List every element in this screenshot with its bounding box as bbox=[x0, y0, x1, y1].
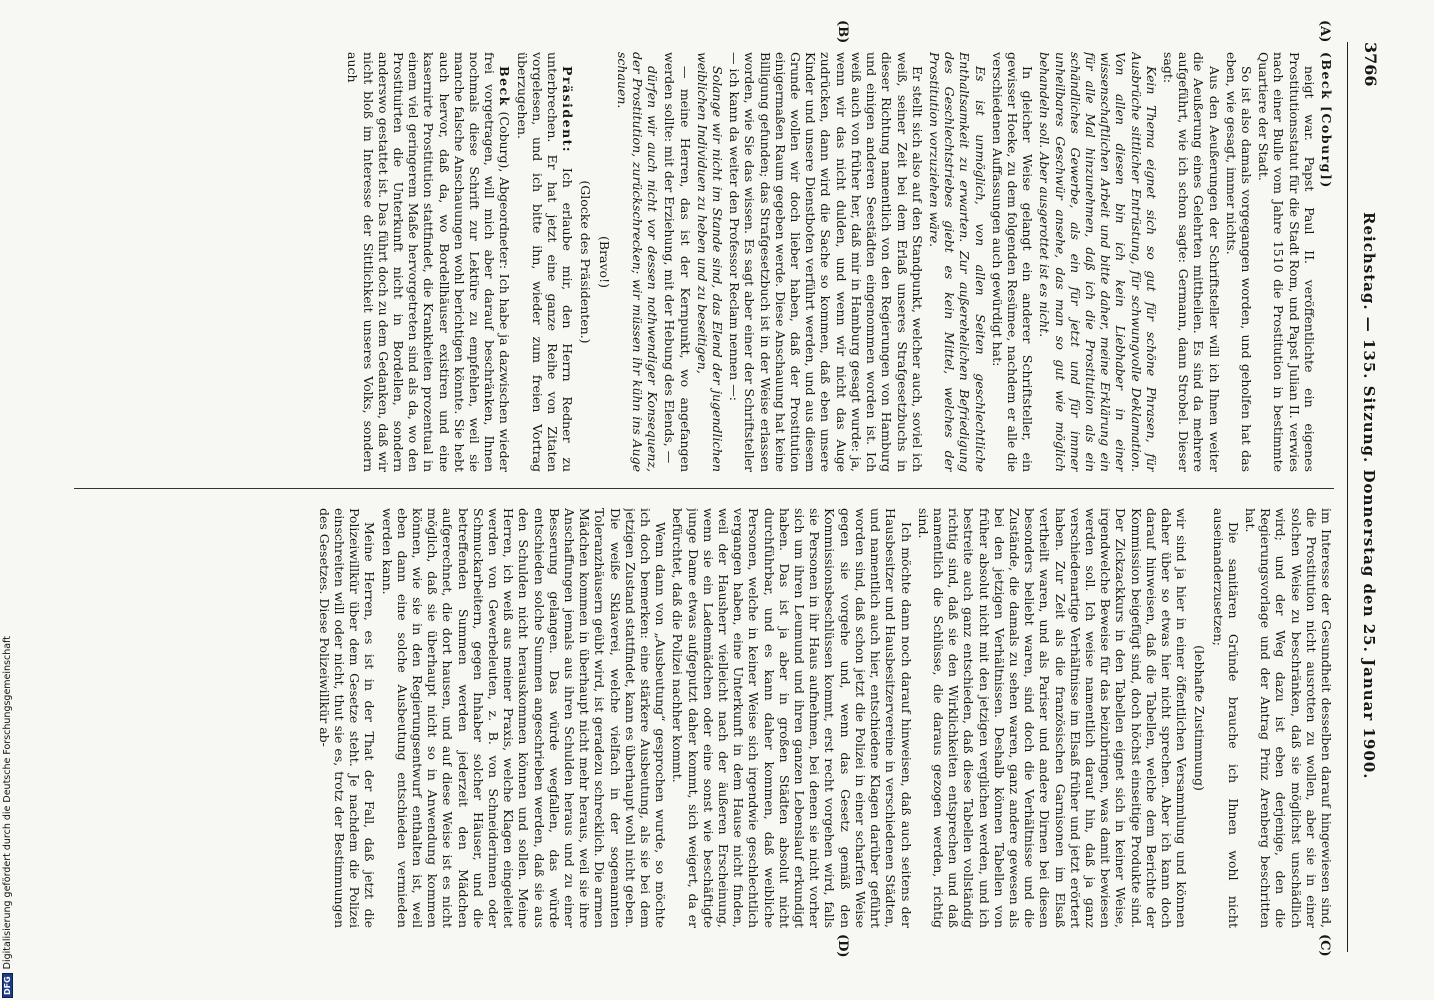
speech-text: (Coburg), Abgeordneter: Ich habe ja dazwischen wieder frei vorgetragen, will mich aber darauf beschränken, Ihnen nochmals diese Schrift zur Lektüre zu empfehlen, weil sie manche falsche Anschauungen wohl berichtigen könnte. Sie hebt auch hervor, daß da, wo Bordellhäuser existiren und eine kasernirte Prostitution stattfindet, die Krankheiten prozentual in einem viel geringerem Maße hervorgetreten sind als da, wo den Prostituirten die Unterkunft nicht in Bordellen, sondern anderswo gestattet ist. Das führt doch zu dem Gedanken, daß wir nicht bloß im Interesse der Sittlichkeit unseres Volks, sondern auch bbox=[345, 52, 513, 472]
speech-beck bbox=[345, 52, 512, 472]
stage-direction: (Bravo!) bbox=[596, 236, 612, 288]
paragraph: Ich möchte dann noch darauf hinweisen, daß auch seitens der Hausbesitzer und Hausbesitzervereine in verschiedenen Städten, und namentlich auch hier, entschiedene Klagen darüber geführt worden sind, daß schon jetzt die Polizei in einer scharfen Weise gegen sie vorgehe und, wenn das Gesetz gemäß den Kommissionsbeschlüssen kommt, erst recht vorgehen wird, falls sie Personen in ihr Haus aufnehmen, bei denen sie nicht vorher sich um ihren Leumund und ihren ganzen Lebenslauf erkundigt haben. Das ist ja aber in großen Städten absolut nicht durchführbar, und es kann daher kommen, daß weibliche Personen, welche in keiner Weise sich irgendwie geschlechtlich vergangen haben, eine Unterkunft in dem Hause nicht finden, weil der Hausherr vielleicht nach der äußeren Erscheinung, wenn sie ein Ladenmädchen oder eine sonst wie beschäftigte junge Dame etwas aufgeputzt daher kommt, sich weigert, da er befürchtet, daß die Polizei nachher kommt. bbox=[670, 508, 914, 928]
paragraph: wir sind ja hier in einer öffentlichen Versammlung und können daher über so etwas hier nicht sprechen. Aber ich kann doch darauf hinweisen, daß die Tabellen, welche dem Berichte der Kommission beigefügt sind, doch höchst einseitige Produkte sind. Der Zickzackkurs in den Tabellen eignet sich in keiner Weise, irgendwelche Beweise für das beizubringen, was damit bewiesen werden soll. Ich weise namentlich darauf hin, daß ja ganz verschiedenartige Verhältnisse im Elsaß früher und jetzt erörtert haben. Zur Zeit als die französischen Garnisonen im Elsaß vertheilt waren, und als Pariser und andere Dirnen bei diesen besonders beliebt waren, sind doch die Verhältnisse und die Zustände, die damals zu sehen waren, ganz andere gewesen als bei den jetzigen Verhältnissen. Deshalb können Tabellen von früher absolut nicht mit den jetzigen verglichen werden, und ich bestreite auch ganz entschieden, daß diese Tabellen vollständig richtig sind, daß sie den Wirklichkeiten entsprechen und daß namentlich die Schlüsse, die daraus gezogen werden, richtig sind. bbox=[915, 508, 1190, 928]
page-header bbox=[1350, 42, 1390, 952]
header-rule bbox=[1347, 42, 1348, 952]
speech-text: Ich erlaube mir, den Herrn Redner zu unterbrechen. Er hat jetzt eine ganze Reihe von Zitaten vorgelesen, und ich bitte ihn, wieder zum freien Vortrag überzugehen. bbox=[514, 52, 576, 472]
paragraph: Meine Herren, es ist in der That der Fall, daß jetzt die Polizeiwillkür über dem Gesetze steht. Je nachdem die Polizei einschreiten will oder nicht, thut sie es, trotz der Bestimmungen des Gesetzes. Diese Polizeiwillkür ab- bbox=[316, 508, 378, 928]
stage-direction: (lebhafte Zustimmung) bbox=[1192, 645, 1208, 791]
margin-marker-b: (B) bbox=[835, 20, 850, 44]
stage-direction: (Glocke des Präsidenten.) bbox=[578, 180, 594, 344]
paragraph: Aus den Aeußerungen der Schriftsteller will ich Ihnen weiter die Aeußerung eines Gelehrten mittheilen. Es sind da mehrere aufgeführt, wie ich schon sagte: Germann, dann Strobel. Dieser sagt: bbox=[1160, 52, 1222, 472]
quotation: Es ist unmöglich, von allen Seiten geschlechtliche Enthaltsamkeit zu erwarten. Zur außerehelichen Befriedigung des Geschlechtstriebes giebt es kein Mittel, welches der Prostitution vorzuziehen wäre. bbox=[926, 52, 988, 472]
paragraph: Er stellt sich also auf den Standpunkt, welcher auch, soviel ich weiß, seiner Zeit bei dem Erlaß unseres Strafgesetzbuchs in dieser Richtung namentlich von den Regierungen von Hamburg und einigen anderen Seestädten eingenommen worden ist. Ich weiß auch von früher her, daß mir in Hamburg gesagt wurde: ja, wenn wir das nicht dulden, und wenn wir nicht das Auge zudrücken, dann wird die Sache so kommen, daß eben unsere Kinder und unsere Dienstboten verführt werden, und aus diesem Grunde wollen wir doch lieber haben, daß der Prostitution einigermaßen Raum gegeben werde. Diese Anschauung hat keine Billigung gefunden; das Strafgesetzbuch ist in der Weise erlassen worden, wie Sie das wissen. Es sagt aber einer der Schriftsteller — ich kann da weiter den Professor Reclam nennen —: bbox=[727, 52, 925, 472]
paragraph: Die sanitären Gründe brauche ich Ihnen wohl nicht auseinanderzusetzen; bbox=[1210, 508, 1241, 928]
column-separator bbox=[74, 488, 1334, 489]
left-column bbox=[74, 52, 1334, 472]
paragraph: In gleicher Weise gelangt ein anderer Schriftsteller, ein gewisser Hoeke, zu dem folgenden Resümee, nachdem er alle die verschiedenen Auffassungen auch gewürdigt hat: bbox=[989, 52, 1036, 472]
right-column bbox=[74, 508, 1334, 928]
continued-speaker: (Beck [Coburg]) bbox=[1319, 52, 1334, 189]
paragraph: im Interesse der Gesundheit desselben darauf hingewiesen sind, die Prostitution nicht ausrotten zu wollen, aber sie in einer solchen Weise zu beschränken, daß sie möglichst unschädlich wird; und der Weg dazu ist eben derjenige, den die Regierungsvorlage und der Antrag Prinz Arenberg beschritten hat. bbox=[1242, 508, 1334, 928]
quotation: Solange wir nicht im Stande sind, das Elend der jugendlichen weiblichen Individuen zu heben und zu beseitigen, bbox=[694, 52, 726, 472]
margin-marker-a: (A) bbox=[1317, 20, 1332, 43]
digitization-credit bbox=[2, 636, 13, 998]
quotation: dürfen wir auch nicht vor dessen nothwendiger Konsequenz, der Prostitution, zurückschrecken; wir müssen ihr kühn ins Auge schauen. bbox=[614, 52, 661, 472]
paragraph: — meine Herren, das ist der Kernpunkt, wo angefangen werden sollte: mit der Erziehung, mit der Hebung des Elends, — bbox=[662, 52, 693, 472]
margin-marker-c: (C) bbox=[1317, 934, 1332, 957]
credit-text: Digitalisierung gefördert durch die Deutsche Forschungsgemeinschaft bbox=[2, 636, 13, 970]
page-number: 3766 bbox=[1361, 42, 1380, 87]
margin-marker-d: (D) bbox=[835, 934, 850, 958]
paragraph: Wenn dann von „Ausbeutung“ gesprochen wurde, so möchte ich doch bemerken: eine stärkere Ausbeutung, als sie bei dem jetzigen Zustand stattfindet, kann es überhaupt wohl nicht geben. Die weiße Sklaverei, welche vielfach in der sogenannten Toleranzhäusern geübt wird, ist geradezu schrecklich. Die armen Mädchen kommen in überhaupt nicht mehr heraus, weil sie ihre Anschaffungen jemals aus ihren Schulden heraus und zu einer Besserung gelangen. Das würde wegfallen, das würde entschieden solche Summen angeschrieben werden, daß sie aus den Schulden nicht herauskommen können und sollen. Meine Herren, ich weiß aus meiner Praxis, welche Klagen eingeleitet werden von Gewerbeleuten, z. B. von Schneiderinnen oder Schmuckarbeitern, gegen Inhaber solcher Häuser, und die betreffenden Summen werden jederzeit den Mädchen aufgerechnet, die dort hausen, und auf diese Weise ist es nicht möglich, daß sie überhaupt nicht so in Anwendung kommen können, wie sie in den Regierungsentwurf enthalten ist, weil eben dann eine solche Ausbeutung entschieden vermieden werden kann. bbox=[379, 508, 669, 928]
president-remark bbox=[514, 52, 575, 472]
quotation: Kein Thema eignet sich so gut für schöne Phrasen, für Ausbrüche sittlicher Entrüstung, für schwungvolle Deklamation. Von allen diesen bin ich kein Liebhaber in einer wissenschaftlichen Arbeit und bitte daher, meine Erklärung ein für alle Mal hinzunehmen, daß ich die Prostitution als ein schändliches Gewerbe, als ein für jetzt und für immer unheilbares Geschwür ansehe, das man so gut wie möglich behandeln soll. Aber ausgerottet ist es nicht. bbox=[1037, 52, 1159, 472]
paragraph: neigt war. Papst Paul II. veröffentlichte ein eigenes Prostitutionsstatut für die Stadt Rom, und Papst Julian II. verwies nach einer Bulle vom Jahre 1510 die Prostitution in bestimmte Quartiere der Stadt. bbox=[1256, 52, 1317, 472]
dfg-logo: DFG bbox=[2, 973, 13, 998]
running-title: Reichstag. — 135. Sitzung. Donnerstag den 25. Januar 1900. bbox=[1360, 212, 1378, 780]
speaker-label: Präsident: bbox=[560, 66, 576, 154]
speaker-label: Beck bbox=[497, 66, 513, 107]
paragraph: So ist also damals vorgegangen worden, und geholfen hat das eben, wie gesagt, immer nichts. bbox=[1223, 52, 1254, 472]
rotated-page-content bbox=[65, 20, 1390, 958]
